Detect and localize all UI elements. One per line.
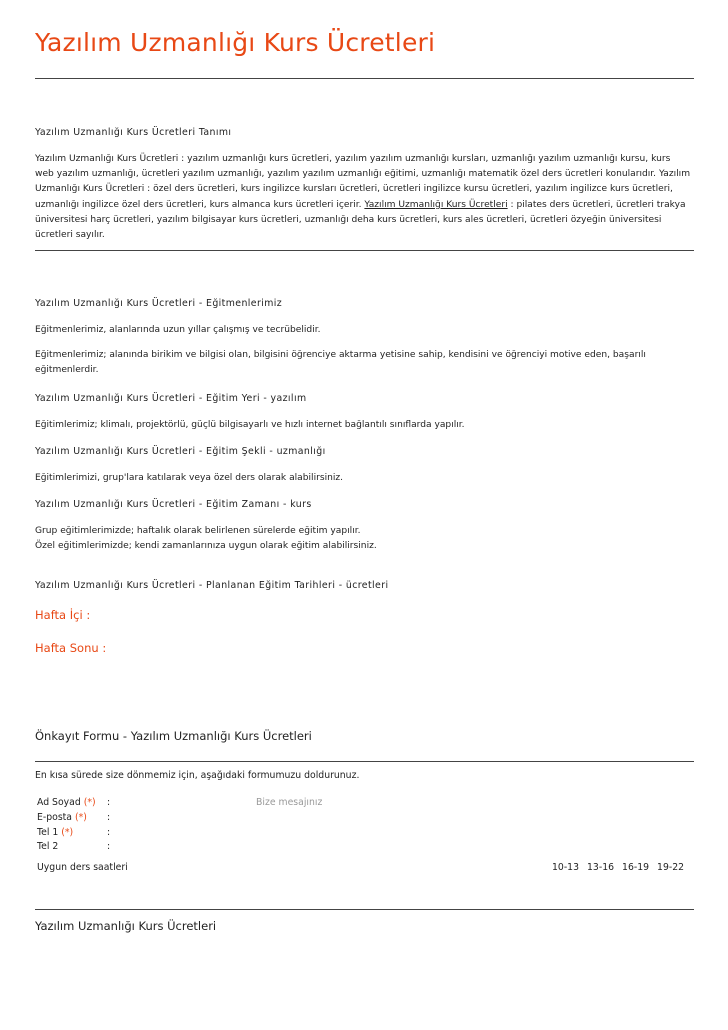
weekend-label: Hafta Sonu : — [35, 641, 107, 655]
footer-title: Yazılım Uzmanlığı Kurs Ücretleri — [35, 919, 217, 933]
schedule-text-1: Grup eğitimlerimizde; haftalık olarak belirlenen sürelerde eğitim yapılır. — [35, 526, 361, 536]
name-input[interactable] — [116, 795, 236, 809]
hours-label: Uygun ders saatleri — [37, 862, 128, 873]
location-text: Eğitimlerimiz; klimalı, projektörlü, güçlü bilgisayarlı ve hızlı internet bağlantılı sınıflarda yapılır. — [35, 420, 465, 430]
name-colon: : — [107, 797, 111, 808]
definition-text-before: Yazılım Uzmanlığı Kurs Ücretleri : yazılım uzmanlığı kurs ücretleri, yazılım yazılım uzmanlığı kursları, uzmanlığı yazılım uzmanlığı kursu, kurs web yazılım uzmanlığı, ücretleri yazılım uzmanlığı, yazılım yazılım uzmanlığı eğitimi, uzmanlığı matematik özel ders ücretleri konularıdır. Yazılım Uzmanlığı Kurs Ücretleri : özel ders ücretleri, kurs ingilizce kursları ücretleri, ücretleri ingilizce kursu ücretleri, yazılım ingilizce kurs ücretleri, uzmanlığı ingilizce özel ders ücretleri, kurs almanca kurs ücretleri içerir. — [35, 154, 691, 210]
required-mark: (*) — [83, 797, 96, 808]
slot-13-16[interactable]: 13-16 — [587, 862, 615, 873]
hour-slots — [552, 862, 684, 873]
slot-10-13[interactable]: 10-13 — [552, 862, 580, 873]
instructors-text-1: Eğitmenlerimiz, alanlarında uzun yıllar çalışmış ve tecrübelidir. — [35, 325, 321, 335]
email-input[interactable] — [116, 810, 236, 824]
email-label: E-posta (*) — [37, 812, 87, 823]
footer-divider — [35, 909, 694, 910]
schedule-text-2: Özel eğitimlerimizde; kendi zamanlarınıza uygun olarak eğitim alabilirsiniz. — [35, 541, 377, 551]
email-colon: : — [107, 812, 111, 823]
title-divider — [35, 78, 694, 79]
definition-heading: Yazılım Uzmanlığı Kurs Ücretleri Tanımı — [35, 127, 232, 138]
definition-divider — [35, 250, 694, 251]
format-heading: Yazılım Uzmanlığı Kurs Ücretleri - Eğitim Şekli - uzmanlığı — [35, 446, 326, 457]
tel1-input[interactable] — [116, 825, 236, 839]
slot-19-22[interactable]: 19-22 — [657, 862, 685, 873]
tel1-label: Tel 1 (*) — [37, 827, 74, 838]
format-text: Eğitimlerimizi, grup'lara katılarak veya özel ders olarak alabilirsiniz. — [35, 473, 344, 483]
tel2-colon: : — [107, 841, 111, 852]
form-intro: En kısa sürede size dönmemiz için, aşağıdaki formumuzu doldurunuz. — [35, 770, 360, 781]
name-label: Ad Soyad (*) — [37, 797, 96, 808]
slot-16-19[interactable]: 16-19 — [622, 862, 650, 873]
schedule-heading: Yazılım Uzmanlığı Kurs Ücretleri - Eğitim Zamanı - kurs — [35, 499, 312, 510]
tel2-input[interactable] — [116, 839, 236, 853]
dates-heading: Yazılım Uzmanlığı Kurs Ücretleri - Planlanan Eğitim Tarihleri - ücretleri — [35, 580, 389, 591]
instructors-text-2: Eğitmenlerimiz; alanında birikim ve bilgisi olan, bilgisini öğrenciye aktarma yetisine sahip, kendisini ve öğrenciyi motive eden, başarılı eğitmenlerdir. — [35, 350, 646, 376]
required-mark: (*) — [74, 812, 87, 823]
form-divider — [35, 761, 694, 762]
tel1-colon: : — [107, 827, 111, 838]
location-heading: Yazılım Uzmanlığı Kurs Ücretleri - Eğitim Yeri - yazılım — [35, 393, 307, 404]
definition-text-after: : pilates ders ücretleri, ücretleri trakya üniversitesi harç ücretleri, yazılım bilgisayar kurs ücretleri, uzmanlığı deha kurs ücretleri, kurs ales ücretleri, ücretleri özyeğin üniversitesi ücretleri sayılır. — [35, 199, 686, 241]
message-textarea[interactable]: Bize mesajınız — [256, 797, 323, 808]
page-title: Yazılım Uzmanlığı Kurs Ücretleri — [35, 28, 436, 57]
weekday-label: Hafta İçi : — [35, 608, 91, 622]
definition-link[interactable]: Yazılım Uzmanlığı Kurs Ücretleri — [364, 199, 508, 210]
instructors-heading: Yazılım Uzmanlığı Kurs Ücretleri - Eğitmenlerimiz — [35, 298, 283, 309]
tel2-label: Tel 2 — [37, 841, 59, 852]
form-heading: Önkayıt Formu - Yazılım Uzmanlığı Kurs Ücretleri — [35, 729, 312, 743]
required-mark: (*) — [61, 827, 74, 838]
definition-text — [35, 152, 691, 243]
